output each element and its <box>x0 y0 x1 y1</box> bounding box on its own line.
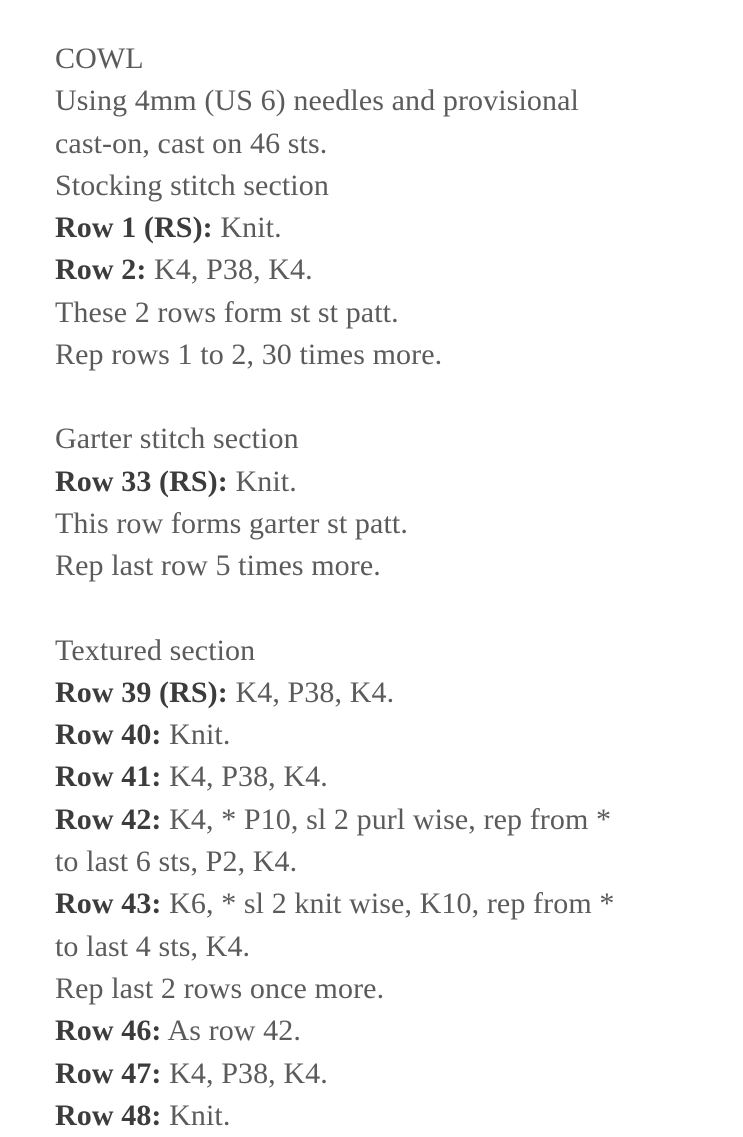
row-1-text: Knit. <box>212 211 282 245</box>
intro-line-2: cast-on, cast on 46 sts. <box>55 126 328 160</box>
stocking-note-1: These 2 rows form st st patt. <box>55 295 399 329</box>
row-2-text: K4, P38, K4. <box>146 253 313 287</box>
garter-note-1: This row forms garter st patt. <box>55 506 408 540</box>
garter-note-2: Rep last row 5 times more. <box>55 549 381 583</box>
row-48-text: Knit. <box>161 1098 231 1132</box>
row-47-label: Row 47: <box>55 1056 162 1090</box>
row-40-text: Knit. <box>161 718 231 752</box>
row-42 <box>55 799 725 841</box>
row-39 <box>55 672 725 714</box>
row-39-label: Row 39 (RS): <box>55 675 228 709</box>
row-1 <box>55 207 725 249</box>
row-47 <box>55 1053 725 1095</box>
row-42-continued: to last 6 sts, P2, K4. <box>55 845 298 879</box>
row-43-continued: to last 4 sts, K4. <box>55 929 251 963</box>
section-spacer <box>55 588 725 630</box>
row-40-label: Row 40: <box>55 718 162 752</box>
row-46 <box>55 1010 725 1052</box>
row-47-text: K4, P38, K4. <box>161 1056 328 1090</box>
row-41-text: K4, P38, K4. <box>161 760 328 794</box>
row-46-text: As row 42. <box>161 1014 301 1048</box>
garter-section-heading: Garter stitch section <box>55 422 299 456</box>
row-33-text: Knit. <box>227 464 297 498</box>
row-46-label: Row 46: <box>55 1014 162 1048</box>
row-42-text: K4, * P10, sl 2 purl wise, rep from * <box>161 802 612 836</box>
row-1-label: Row 1 (RS): <box>55 211 213 245</box>
row-33 <box>55 461 725 503</box>
row-41-label: Row 41: <box>55 760 162 794</box>
row-40 <box>55 714 725 756</box>
row-41 <box>55 756 725 798</box>
row-2-label: Row 2: <box>55 253 147 287</box>
stocking-section-heading: Stocking stitch section <box>55 168 329 202</box>
intro-line-1: Using 4mm (US 6) needles and provisional <box>55 84 579 118</box>
row-42-label: Row 42: <box>55 802 162 836</box>
row-43 <box>55 883 725 925</box>
pattern-title: COWL <box>55 42 144 75</box>
stocking-note-2: Rep rows 1 to 2, 30 times more. <box>55 338 443 372</box>
row-43-text: K6, * sl 2 knit wise, K10, rep from * <box>161 887 615 921</box>
knitting-pattern-document <box>55 38 725 1137</box>
row-48 <box>55 1095 725 1137</box>
row-2 <box>55 249 725 291</box>
textured-note-1: Rep last 2 rows once more. <box>55 971 385 1005</box>
row-33-label: Row 33 (RS): <box>55 464 228 498</box>
row-48-label: Row 48: <box>55 1098 162 1132</box>
section-spacer <box>55 376 725 418</box>
row-39-text: K4, P38, K4. <box>227 675 395 709</box>
row-43-label: Row 43: <box>55 887 162 921</box>
textured-section-heading: Textured section <box>55 633 256 667</box>
